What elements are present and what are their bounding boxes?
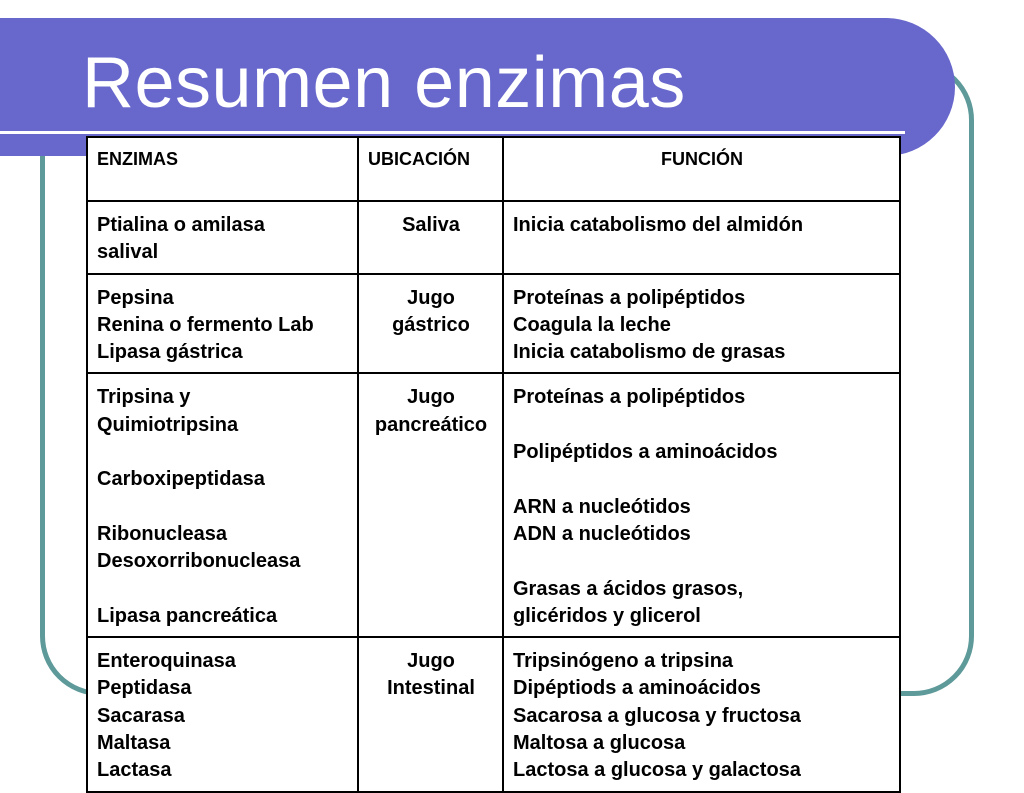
cell-ubicacion: Jugo pancreático bbox=[358, 373, 503, 637]
cell-ubicacion: Jugo Intestinal bbox=[358, 637, 503, 791]
cell-funcion: Proteínas a polipéptidos Coagula la leche Inicia catabolismo de grasas bbox=[503, 274, 900, 374]
table-header-row bbox=[87, 137, 900, 201]
cell-ubicacion: Jugo gástrico bbox=[358, 274, 503, 374]
table-row bbox=[87, 201, 900, 274]
enzymes-table bbox=[86, 136, 901, 793]
header-funcion: FUNCIÓN bbox=[503, 137, 900, 201]
banner-divider bbox=[0, 131, 905, 134]
cell-funcion: Proteínas a polipéptidos Polipéptidos a aminoácidos ARN a nucleótidos ADN a nucleótidos Grasas a ácidos grasos, glicéridos y glicerol bbox=[503, 373, 900, 637]
cell-funcion: Tripsinógeno a tripsina Dipéptiods a aminoácidos Sacarosa a glucosa y fructosa Maltosa a glucosa Lactosa a glucosa y galactosa bbox=[503, 637, 900, 791]
slide-title: Resumen enzimas bbox=[82, 43, 686, 123]
cell-funcion: Inicia catabolismo del almidón bbox=[503, 201, 900, 274]
table-row bbox=[87, 373, 900, 637]
cell-enzimas: Ptialina o amilasa salival bbox=[87, 201, 358, 274]
cell-ubicacion: Saliva bbox=[358, 201, 503, 274]
header-enzimas: ENZIMAS bbox=[87, 137, 358, 201]
cell-enzimas: Pepsina Renina o fermento Lab Lipasa gástrica bbox=[87, 274, 358, 374]
table-row bbox=[87, 637, 900, 791]
cell-enzimas: Tripsina y Quimiotripsina Carboxipeptidasa Ribonucleasa Desoxorribonucleasa Lipasa pancreática bbox=[87, 373, 358, 637]
table-row bbox=[87, 274, 900, 374]
header-ubicacion: UBICACIÓN bbox=[358, 137, 503, 201]
cell-enzimas: Enteroquinasa Peptidasa Sacarasa Maltasa Lactasa bbox=[87, 637, 358, 791]
